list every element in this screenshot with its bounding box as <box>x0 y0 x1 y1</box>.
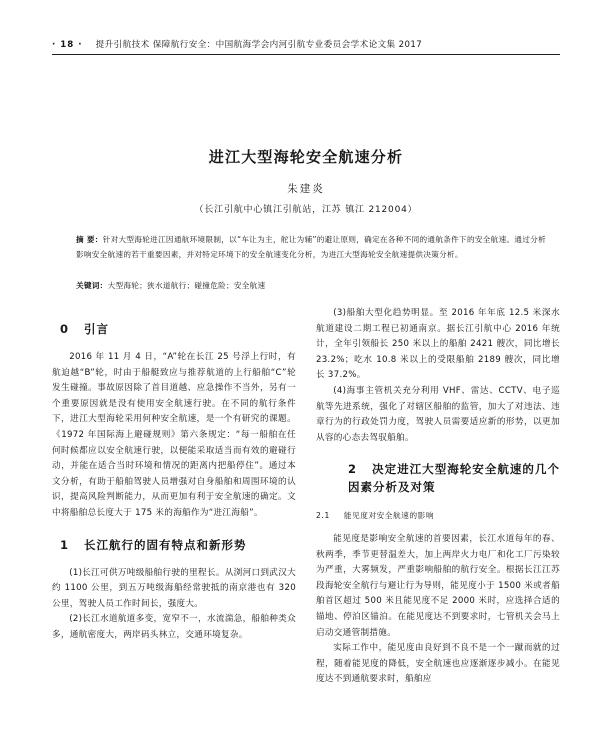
section-1-heading <box>60 536 296 554</box>
section-2-heading <box>324 460 560 496</box>
abstract-text: 针对大型海轮进江因通航环境限制，以“车让为主，舵让为辅”的避让原则，确定在各种不同的通航条件下的安全航速。通过分析影响安全航速的若干重要因素，并对特定环境下的安全航速变化分析，为进江大型海轮安全航速提供决策分析。 <box>76 235 547 259</box>
intro-paragraph: 2016 年 11 月 4 日，“A”轮在长江 25 号浮上行时，有航迫越“B”轮，时由于船艇致应与推荐航道的上行船舶“C”轮发生碰撞。事故原因除了首目道越、应急操作不当外，另有一个重要原因就是没有使用安全航速行驶。在不同的航行条件下，进江大型海轮采用何种安全航速，是一个有研究的课题。《1972 年国际海上避碰规则》第六条规定：“每一船舶在任何时候都应以安全航速行驶，以便能采取适当而有效的避碰行动，并能在适合当时环境和情况的距离内把船停住”。通过本文分析，有助于船舶驾驶人员增强对自身船舶和周围环境的认识，提高风险判断能力，从而更加有利于安全航速的确定。文中将船舶总长度大于 175 米的海船作为“进江海船”。 <box>52 352 296 518</box>
subsection-number: 2.1 <box>316 511 330 521</box>
running-header <box>52 38 560 50</box>
list-item: (4)海事主管机关充分利用 VHF、雷达、CCTV、电子巡航等先进系统，强化了对辖区船舶的监管，加大了对违法、违章行为的行政处罚力度，驾驶人员需要适应新的形势，以更加从容的心态去驾驭船舶。 <box>316 385 560 443</box>
author: 朱建炎 <box>287 183 325 195</box>
keywords-label: 关键词： <box>76 281 108 290</box>
body-paragraph: 能见度是影响安全航速的首要因素，长江水道每年的春、秋两季，季节更替温差大，加上两岸火力电厂和化工厂污染较为严重，大雾频发，严重影响船舶的航行安全。根据长江江苏段海轮安全航行与避让行为导则，能见度小于 1500 米或者船舶首区超过 500 米且能见度不足 2000 米时，应选择合适的锚地、停泊区锚泊。在能见度达不到要求时，七管机关会马上启动交通管制措施。 <box>316 533 560 638</box>
abstract-label: 摘 要： <box>76 235 103 244</box>
body-paragraph: 实际工作中，能见度由良好到不良不是一个一蹴而就的过程，随着能见度的降低，安全航速也应逐渐逐步减小。在能见度达不到通航要求时，船舶应 <box>316 643 560 685</box>
affiliation: （长江引航中心镇江引航站，江苏 镇江 212004） <box>194 205 418 215</box>
list-item: (1)长江可供万吨级船舶行驶的里程长。从浏河口到武汉大约 1100 公里，到五万吨级海船经常驶抵的南京港也有 320 公里，驾驶人员工作时间长，强度大。 <box>52 567 296 609</box>
right-column <box>316 306 560 688</box>
section-number: 1 <box>60 537 70 552</box>
article-title: 进江大型海轮安全航速分析 <box>208 148 404 166</box>
section-number: 0 <box>60 322 70 336</box>
subsection-2-1-heading <box>316 508 560 524</box>
subsection-title: 能见度对安全航速的影响 <box>343 511 435 521</box>
keywords-text: 大型海轮；狭水道航行；碰撞危险；安全航速 <box>107 281 266 290</box>
page-number: · 18 · <box>52 40 83 50</box>
section-title: 长江航行的固有特点和新形势 <box>84 537 247 552</box>
keywords <box>76 280 546 291</box>
section-0-heading <box>60 320 296 338</box>
header-rule <box>52 54 560 55</box>
abstract <box>76 233 546 262</box>
section-number: 2 <box>348 462 358 477</box>
section-title: 引言 <box>84 322 109 336</box>
section-title: 决定进江大型海轮安全航速的几个因素分析及对策 <box>348 462 560 495</box>
list-item: (2)长江水道航道多变，宽窄不一，水流湍急，船舶种类众多，通航密度大，两岸码头林立，交通环境复杂。 <box>52 614 296 640</box>
list-item: (3)船舶大型化趋势明显。至 2016 年年底 12.5 米深水航道建设二期工程已初通南京。据长江引航中心 2016 年统计，全年引领船长 250 米以上的船舶 2421 艘次，同比增长 23.2%；吃水 10.8 米以上的受限船舶 2189 艘次，同比增长 37.2%。 <box>316 308 560 381</box>
left-column <box>52 306 296 644</box>
journal-title: 提升引航技术 保障航行安全：中国航海学会内河引航专业委员会学术论文集 2017 <box>95 40 423 50</box>
